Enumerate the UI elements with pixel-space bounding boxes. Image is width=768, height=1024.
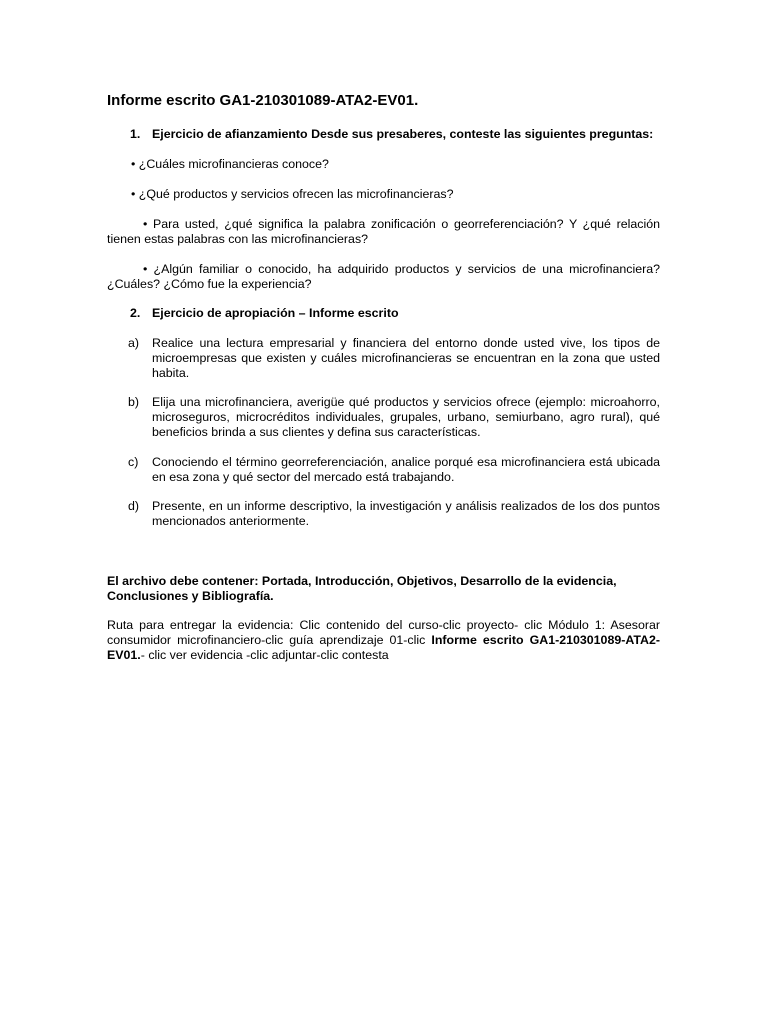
ruta-prefix: Ruta para entregar la evidencia: Clic contenido del curso-clic proyecto- clic Módulo 1: Asesorar consumidor microfinanciero-clic guía aprendizaje 01-clic (107, 618, 660, 647)
section-2-heading (130, 306, 399, 321)
list-item-d (128, 499, 660, 529)
section-2-number: 2. (130, 306, 141, 320)
list-item-a (128, 336, 660, 381)
ruta-suffix: - clic ver evidencia -clic adjuntar-clic contesta (140, 648, 389, 662)
ruta-bold-title: Informe escrito GA1-210301089-ATA2-EV01. (107, 633, 660, 662)
list-item-text: Realice una lectura empresarial y financiera del entorno donde usted vive, los tipos de microempresas que existen y cuáles microfinancieras se encuentran en la zona que usted habita. (152, 336, 660, 380)
list-item-text: Conociendo el término georreferenciación, analice porqué esa microfinanciera está ubicada en esa zona y qué sector del mercado está trabajando. (152, 455, 660, 484)
list-item-b (128, 395, 660, 440)
bullet-question-2: • ¿Qué productos y servicios ofrecen las microfinancieras? (131, 187, 454, 201)
section-2-text: Ejercicio de apropiación – Informe escrito (152, 306, 399, 320)
bullet-question-3-text: • Para usted, ¿qué significa la palabra zonificación o georreferenciación? Y ¿qué relación tienen estas palabras con las microfinancieras? (107, 217, 660, 246)
section-1-number: 1. (130, 127, 141, 141)
list-item-label: c) (128, 455, 139, 469)
list-item-label: d) (128, 499, 140, 513)
bullet-question-4-text: • ¿Algún familiar o conocido, ha adquirido productos y servicios de una microfinanciera? ¿Cuáles? ¿Cómo fue la experiencia? (107, 262, 660, 291)
ruta-entrega (107, 618, 660, 663)
bullet-question-3 (107, 217, 660, 247)
list-item-c (128, 455, 660, 485)
section-1-text: Ejercicio de afianzamiento Desde sus presaberes, conteste las siguientes preguntas: (152, 127, 654, 141)
bullet-question-4 (107, 262, 660, 292)
list-item-text: Presente, en un informe descriptivo, la investigación y análisis realizados de los dos puntos mencionados anteriormente. (152, 499, 660, 528)
list-item-label: a) (128, 336, 140, 350)
bullet-question-1: • ¿Cuáles microfinancieras conoce? (131, 157, 329, 171)
list-item-label: b) (128, 395, 140, 409)
archivo-requirements: El archivo debe contener: Portada, Introducción, Objetivos, Desarrollo de la evidencia, Conclusiones y Bibliografía. (107, 574, 617, 603)
list-item-text: Elija una microfinanciera, averigüe qué productos y servicios ofrece (ejemplo: microahorro, microseguros, microcréditos individuales, grupales, urbano, semiurbano, agro rural), qué beneficios brinda a sus clientes y defina sus características. (152, 395, 660, 439)
document-title: Informe escrito GA1-210301089-ATA2-EV01. (107, 92, 419, 109)
section-1-heading (130, 127, 653, 142)
